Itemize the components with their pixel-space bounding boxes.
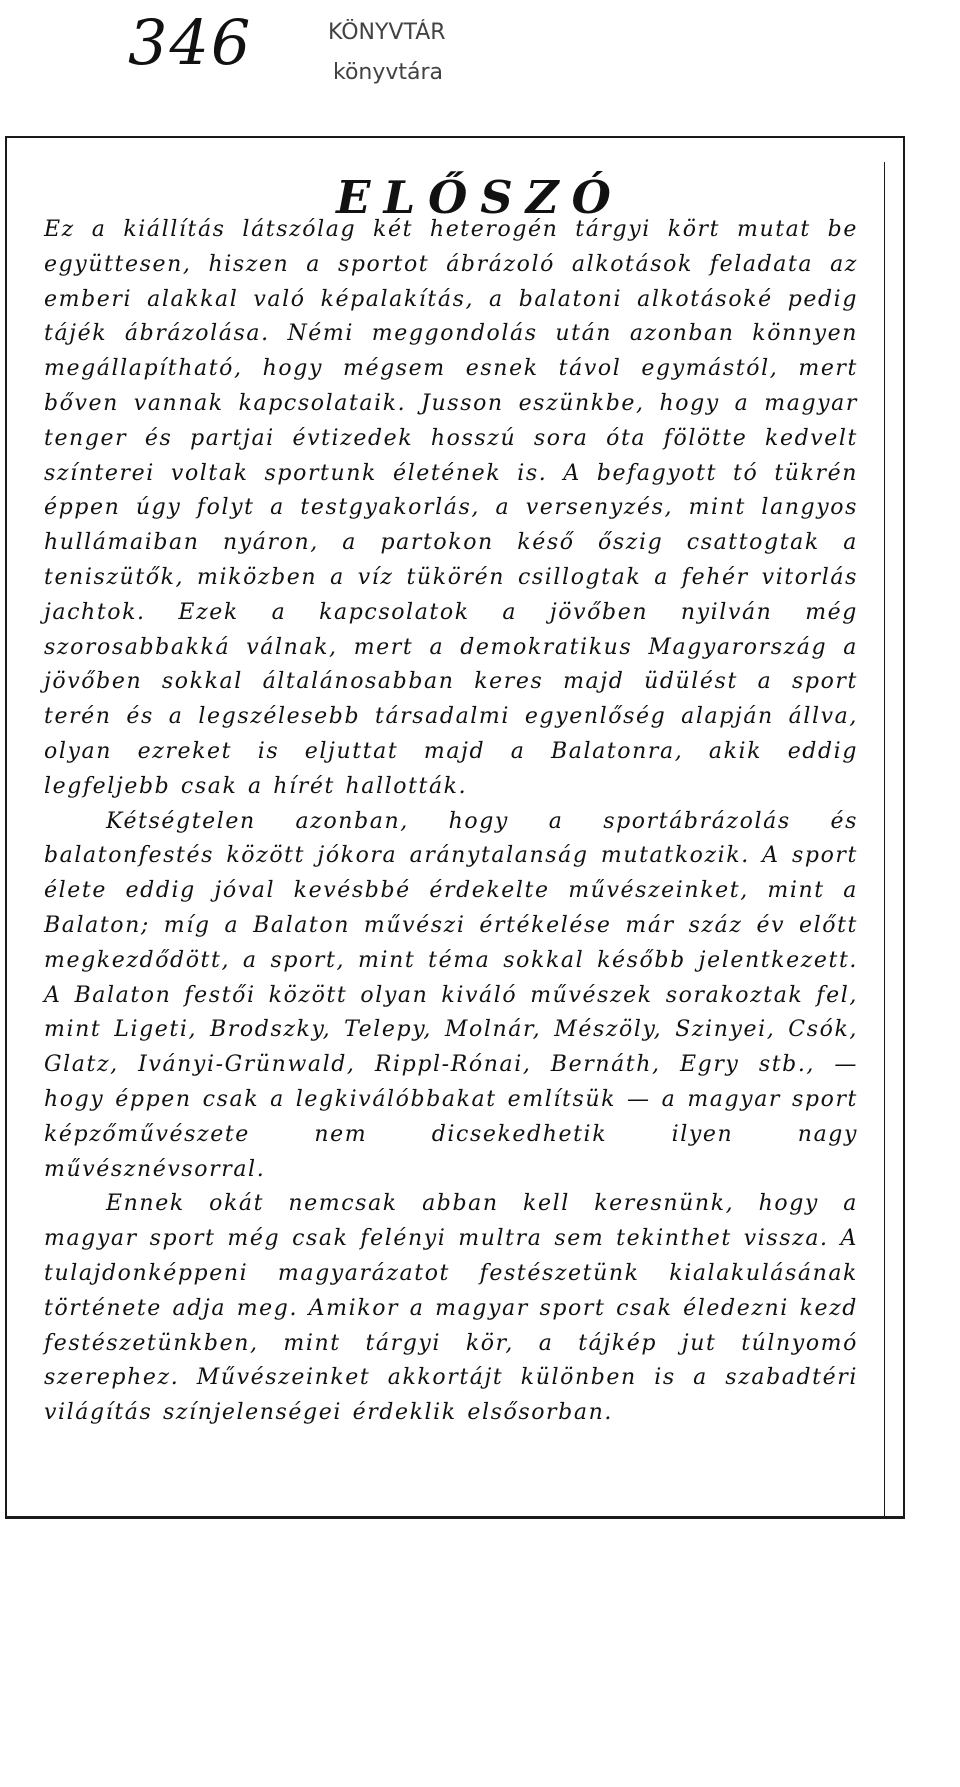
paragraph-1: Ez a kiállítás látszólag két heterogén tárgyi kört mutat be együttesen, hiszen a sportot ábrázoló alkotások feladata az emberi alakkal való képalakítás, a balatoni alkotásoké pedig tájék ábrázolása. Némi meggondolás után azonban könnyen megállapítható, hogy mégsem esnek távol egymástól, mert bőven vannak kapcsolataik. Jusson eszünkbe, hogy a magyar tenger és partjai évtizedek hosszú sora óta fölötte kedvelt színterei voltak sportunk életének is. A befagyott tó tükrén éppen úgy folyt a testgyakorlás, a versenyzés, mint langyos hullámaiban nyáron, a partokon késő őszig csattogtak a teniszütők, miközben a víz tükörén csillogtak a fehér vitorlás jachtok. Ezek a kapcsolatok a jövőben nyilván még szorosabbakká válnak, mert a demokratikus Magyarország a jövőben sokkal általánosabban keres majd üdülést a sport terén és a legszélesebb társadalmi egyenlőség alapján állva, olyan ezreket is eljuttat majd a Balatonra, akik eddig legfeljebb csak a hírét hallották. [44, 217, 858, 799]
body-text [44, 213, 858, 1431]
page-title: ELŐSZÓ [336, 171, 624, 225]
library-stamp-line2: könyvtára [333, 60, 444, 85]
frame-right-rule [884, 162, 885, 1516]
page-header-marks [128, 6, 548, 112]
paragraph-3: Ennek okát nemcsak abban kell keresnünk, hogy a magyar sport még csak felényi multra sem tekinthet vissza. A tulajdonképpeni magyarázatot festészetünk kialakulásának története adja meg. Amikor a magyar sport csak éledezni kezd festészetünkben, mint tárgyi kör, a tájkép jut túlnyomó szerephez. Művészeinket akkortájt különben is a szabadtéri világítás színjelenségei érdeklik elsősorban. [44, 1191, 858, 1426]
library-stamp-line1: KÖNYVTÁR [328, 20, 446, 45]
handwritten-inventory-number: 346 [128, 6, 253, 79]
paragraph-2: Kétségtelen azonban, hogy a sportábrázolás és balatonfestés között jókora aránytalanság mutatkozik. A sport élete eddig jóval kevésbbé érdekelte művészeinket, mint a Balaton; míg a Balaton művészi értékelése már száz év előtt megkezdődött, a sport, mint téma sokkal később jelentkezett. A Balaton festői között olyan kiváló művészek sorakoztak fel, mint Ligeti, Brodszky, Telepy, Molnár, Mészöly, Szinyei, Csók, Glatz, Iványi-Grünwald, Rippl-Rónai, Bernáth, Egry stb., — hogy éppen csak a legkiválóbbakat említsük — a magyar sport képzőművészete nem dicsekedhetik ilyen nagy művésznévsorral. [44, 808, 858, 1182]
